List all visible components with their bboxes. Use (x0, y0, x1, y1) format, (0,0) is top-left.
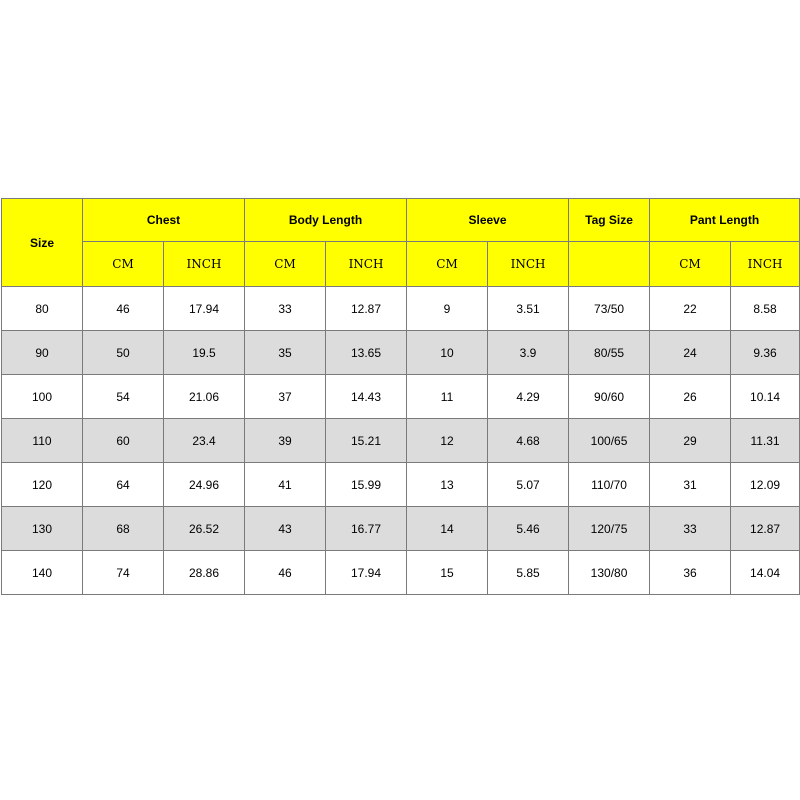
size-cell: 100 (2, 375, 83, 419)
tag-size-cell: 80/55 (569, 331, 650, 375)
chest-inch-cell: 26.52 (164, 507, 245, 551)
table-row (2, 375, 800, 419)
sleeve-cm-cell: 12 (407, 419, 488, 463)
chest-cm-cell: 68 (83, 507, 164, 551)
header-row (2, 199, 800, 242)
chest-inch-cell: 17.94 (164, 287, 245, 331)
body-cm-unit: CM (245, 242, 326, 287)
tag-size-cell: 110/70 (569, 463, 650, 507)
sleeve-inch-cell: 4.29 (488, 375, 569, 419)
chest-inch-unit: INCH (164, 242, 245, 287)
tag-size-cell: 130/80 (569, 551, 650, 595)
sleeve-inch-cell: 5.46 (488, 507, 569, 551)
size-header: Size (2, 199, 83, 287)
body-inch-cell: 13.65 (326, 331, 407, 375)
body-cm-cell: 41 (245, 463, 326, 507)
size-chart-table (1, 198, 800, 595)
pant-cm-cell: 33 (650, 507, 731, 551)
tag-size-header: Tag Size (569, 199, 650, 242)
sleeve-cm-cell: 14 (407, 507, 488, 551)
pant-cm-cell: 31 (650, 463, 731, 507)
pant-cm-unit: CM (650, 242, 731, 287)
sleeve-cm-unit: CM (407, 242, 488, 287)
pant-cm-cell: 24 (650, 331, 731, 375)
sleeve-cm-cell: 15 (407, 551, 488, 595)
table-row (2, 551, 800, 595)
body-inch-cell: 12.87 (326, 287, 407, 331)
pant-inch-cell: 14.04 (731, 551, 800, 595)
size-cell: 120 (2, 463, 83, 507)
table-row (2, 287, 800, 331)
sleeve-header: Sleeve (407, 199, 569, 242)
size-cell: 140 (2, 551, 83, 595)
body-inch-cell: 14.43 (326, 375, 407, 419)
pant-inch-cell: 8.58 (731, 287, 800, 331)
chest-cm-cell: 64 (83, 463, 164, 507)
chest-cm-cell: 60 (83, 419, 164, 463)
tag-size-cell: 100/65 (569, 419, 650, 463)
pant-inch-unit: INCH (731, 242, 800, 287)
chest-header: Chest (83, 199, 245, 242)
pant-inch-cell: 12.09 (731, 463, 800, 507)
pant-cm-cell: 36 (650, 551, 731, 595)
chest-inch-cell: 23.4 (164, 419, 245, 463)
tag-size-unit-blank (569, 242, 650, 287)
tag-size-cell: 73/50 (569, 287, 650, 331)
body-cm-cell: 35 (245, 331, 326, 375)
chest-cm-cell: 50 (83, 331, 164, 375)
tag-size-cell: 120/75 (569, 507, 650, 551)
chest-inch-cell: 19.5 (164, 331, 245, 375)
table-row (2, 507, 800, 551)
body-inch-cell: 16.77 (326, 507, 407, 551)
sleeve-inch-cell: 3.9 (488, 331, 569, 375)
unit-row (2, 242, 800, 287)
chest-inch-cell: 28.86 (164, 551, 245, 595)
sleeve-inch-cell: 3.51 (488, 287, 569, 331)
chest-inch-cell: 21.06 (164, 375, 245, 419)
pant-length-header: Pant Length (650, 199, 800, 242)
sleeve-inch-cell: 5.85 (488, 551, 569, 595)
sleeve-cm-cell: 13 (407, 463, 488, 507)
size-cell: 90 (2, 331, 83, 375)
body-inch-cell: 15.21 (326, 419, 407, 463)
pant-cm-cell: 29 (650, 419, 731, 463)
body-cm-cell: 46 (245, 551, 326, 595)
sleeve-cm-cell: 9 (407, 287, 488, 331)
tag-size-cell: 90/60 (569, 375, 650, 419)
size-cell: 80 (2, 287, 83, 331)
pant-inch-cell: 12.87 (731, 507, 800, 551)
size-cell: 110 (2, 419, 83, 463)
sleeve-inch-unit: INCH (488, 242, 569, 287)
body-cm-cell: 39 (245, 419, 326, 463)
pant-inch-cell: 11.31 (731, 419, 800, 463)
body-inch-unit: INCH (326, 242, 407, 287)
body-inch-cell: 15.99 (326, 463, 407, 507)
pant-cm-cell: 22 (650, 287, 731, 331)
sleeve-cm-cell: 10 (407, 331, 488, 375)
table-row (2, 331, 800, 375)
size-cell: 130 (2, 507, 83, 551)
table-row (2, 419, 800, 463)
table-row (2, 463, 800, 507)
chest-inch-cell: 24.96 (164, 463, 245, 507)
chest-cm-cell: 54 (83, 375, 164, 419)
pant-cm-cell: 26 (650, 375, 731, 419)
body-length-header: Body Length (245, 199, 407, 242)
chest-cm-cell: 74 (83, 551, 164, 595)
body-cm-cell: 37 (245, 375, 326, 419)
sleeve-inch-cell: 4.68 (488, 419, 569, 463)
chest-cm-unit: CM (83, 242, 164, 287)
body-cm-cell: 33 (245, 287, 326, 331)
pant-inch-cell: 10.14 (731, 375, 800, 419)
sleeve-cm-cell: 11 (407, 375, 488, 419)
pant-inch-cell: 9.36 (731, 331, 800, 375)
sleeve-inch-cell: 5.07 (488, 463, 569, 507)
body-cm-cell: 43 (245, 507, 326, 551)
chest-cm-cell: 46 (83, 287, 164, 331)
body-inch-cell: 17.94 (326, 551, 407, 595)
